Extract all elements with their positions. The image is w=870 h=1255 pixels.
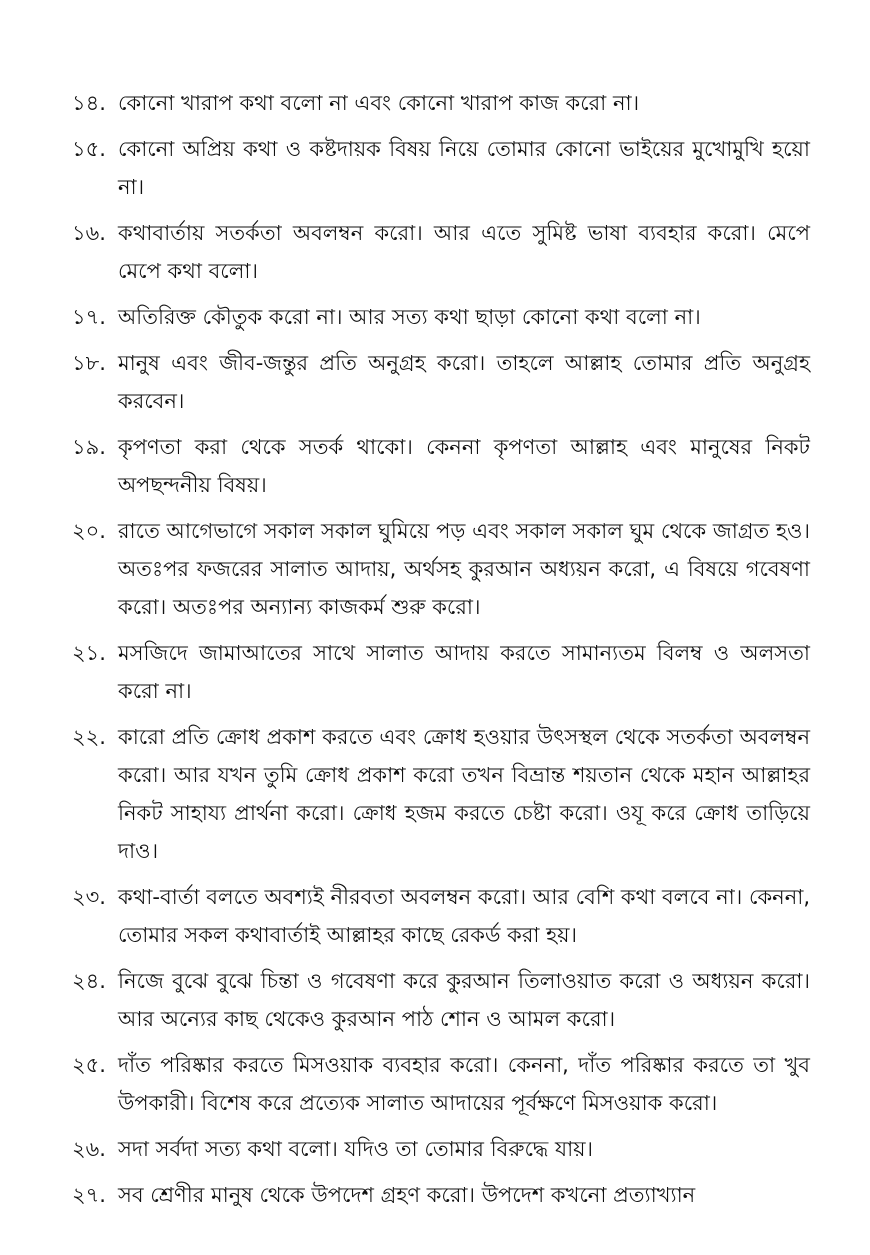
item-number: ২৪. xyxy=(72,969,106,993)
list-item xyxy=(72,130,810,206)
item-text: মানুষ এবং জীব-জন্তুর প্রতি অনুগ্রহ করো। তাহলে আল্লাহ তোমার প্রতি অনুগ্রহ করবেন। xyxy=(118,351,810,413)
list-item xyxy=(72,1176,810,1214)
item-number: ২০. xyxy=(72,519,106,543)
item-text: নিজে বুঝে বুঝে চিন্তা ও গবেষণা করে কুরআন তিলাওয়াত করো ও অধ্যয়ন করো। আর অন্যের কাছ থেকেও কুরআন পাঠ শোন ও আমল করো। xyxy=(118,969,810,1031)
item-text: দাঁত পরিষ্কার করতে মিসওয়াক ব্যবহার করো। কেননা, দাঁত পরিষ্কার করতে তা খুব উপকারী। বিশেষ করে প্রত্যেক সালাত আদায়ের পূর্বক্ষণে মিসওয়াক করো। xyxy=(118,1053,810,1115)
list-item xyxy=(72,428,810,504)
list-item xyxy=(72,298,810,336)
item-number: ২৭. xyxy=(72,1183,106,1207)
item-text: রাতে আগেভাগে সকাল সকাল ঘুমিয়ে পড় এবং সকাল সকাল ঘুম থেকে জাগ্রত হও। অতঃপর ফজরের সালাত আদায়, অর্থসহ কুরআন অধ্যয়ন করো, এ বিষয়ে গবেষণা করো। অতঃপর অন্যান্য কাজকর্ম শুরু করো। xyxy=(118,519,810,619)
item-number: ২২. xyxy=(72,725,106,749)
advice-list xyxy=(72,84,810,1222)
item-number: ১৫. xyxy=(72,137,106,161)
item-number: ২৩. xyxy=(72,885,106,909)
list-item xyxy=(72,962,810,1038)
item-text: কৃপণতা করা থেকে সতর্ক থাকো। কেননা কৃপণতা আল্লাহ এবং মানুষের নিকট অপছন্দনীয় বিষয়। xyxy=(118,435,810,497)
item-number: ২৬. xyxy=(72,1137,106,1161)
item-number: ১৯. xyxy=(72,435,106,459)
item-number: ২১. xyxy=(72,641,106,665)
list-item xyxy=(72,512,810,626)
item-number: ২৫. xyxy=(72,1053,106,1077)
item-number: ১৬. xyxy=(72,221,106,245)
list-item xyxy=(72,1046,810,1122)
list-item xyxy=(72,878,810,954)
list-item xyxy=(72,1130,810,1168)
list-item xyxy=(72,84,810,122)
item-text: কথা-বার্তা বলতে অবশ্যই নীরবতা অবলম্বন করো। আর বেশি কথা বলবে না। কেননা, তোমার সকল কথাবার্তাই আল্লাহর কাছে রেকর্ড করা হয়। xyxy=(118,885,810,947)
item-number: ১৭. xyxy=(72,305,106,329)
item-text: কারো প্রতি ক্রোধ প্রকাশ করতে এবং ক্রোধ হওয়ার উৎসস্থল থেকে সতর্কতা অবলম্বন করো। আর যখন তুমি ক্রোধ প্রকাশ করো তখন বিভ্রান্ত শয়তান থেকে মহান আল্লাহর নিকট সাহায্য প্রার্থনা করো। ক্রোধ হজম করতে চেষ্টা করো। ওযূ করে ক্রোধ তাড়িয়ে দাও। xyxy=(118,725,810,863)
list-item xyxy=(72,634,810,710)
item-text: কোনো অপ্রিয় কথা ও কষ্টদায়ক বিষয় নিয়ে তোমার কোনো ভাইয়ের মুখোমুখি হয়ো না। xyxy=(118,137,810,199)
item-text: অতিরিক্ত কৌতুক করো না। আর সত্য কথা ছাড়া কোনো কথা বলো না। xyxy=(118,305,701,329)
item-text: কথাবার্তায় সতর্কতা অবলম্বন করো। আর এতে সুমিষ্ট ভাষা ব্যবহার করো। মেপে মেপে কথা বলো। xyxy=(118,221,810,283)
list-item xyxy=(72,344,810,420)
item-text: সদা সর্বদা সত্য কথা বলো। যদিও তা তোমার বিরুদ্ধে যায়। xyxy=(118,1137,594,1161)
item-text: মসজিদে জামাআতের সাথে সালাত আদায় করতে সামান্যতম বিলম্ব ও অলসতা করো না। xyxy=(118,641,810,703)
list-item xyxy=(72,214,810,290)
item-number: ১৮. xyxy=(72,351,106,375)
list-item xyxy=(72,718,810,870)
item-number: ১৪. xyxy=(72,91,106,115)
item-text: কোনো খারাপ কথা বলো না এবং কোনো খারাপ কাজ করো না। xyxy=(118,91,640,115)
item-text: সব শ্রেণীর মানুষ থেকে উপদেশ গ্রহণ করো। উপদেশ কখনো প্রত্যাখ্যান xyxy=(118,1183,696,1207)
